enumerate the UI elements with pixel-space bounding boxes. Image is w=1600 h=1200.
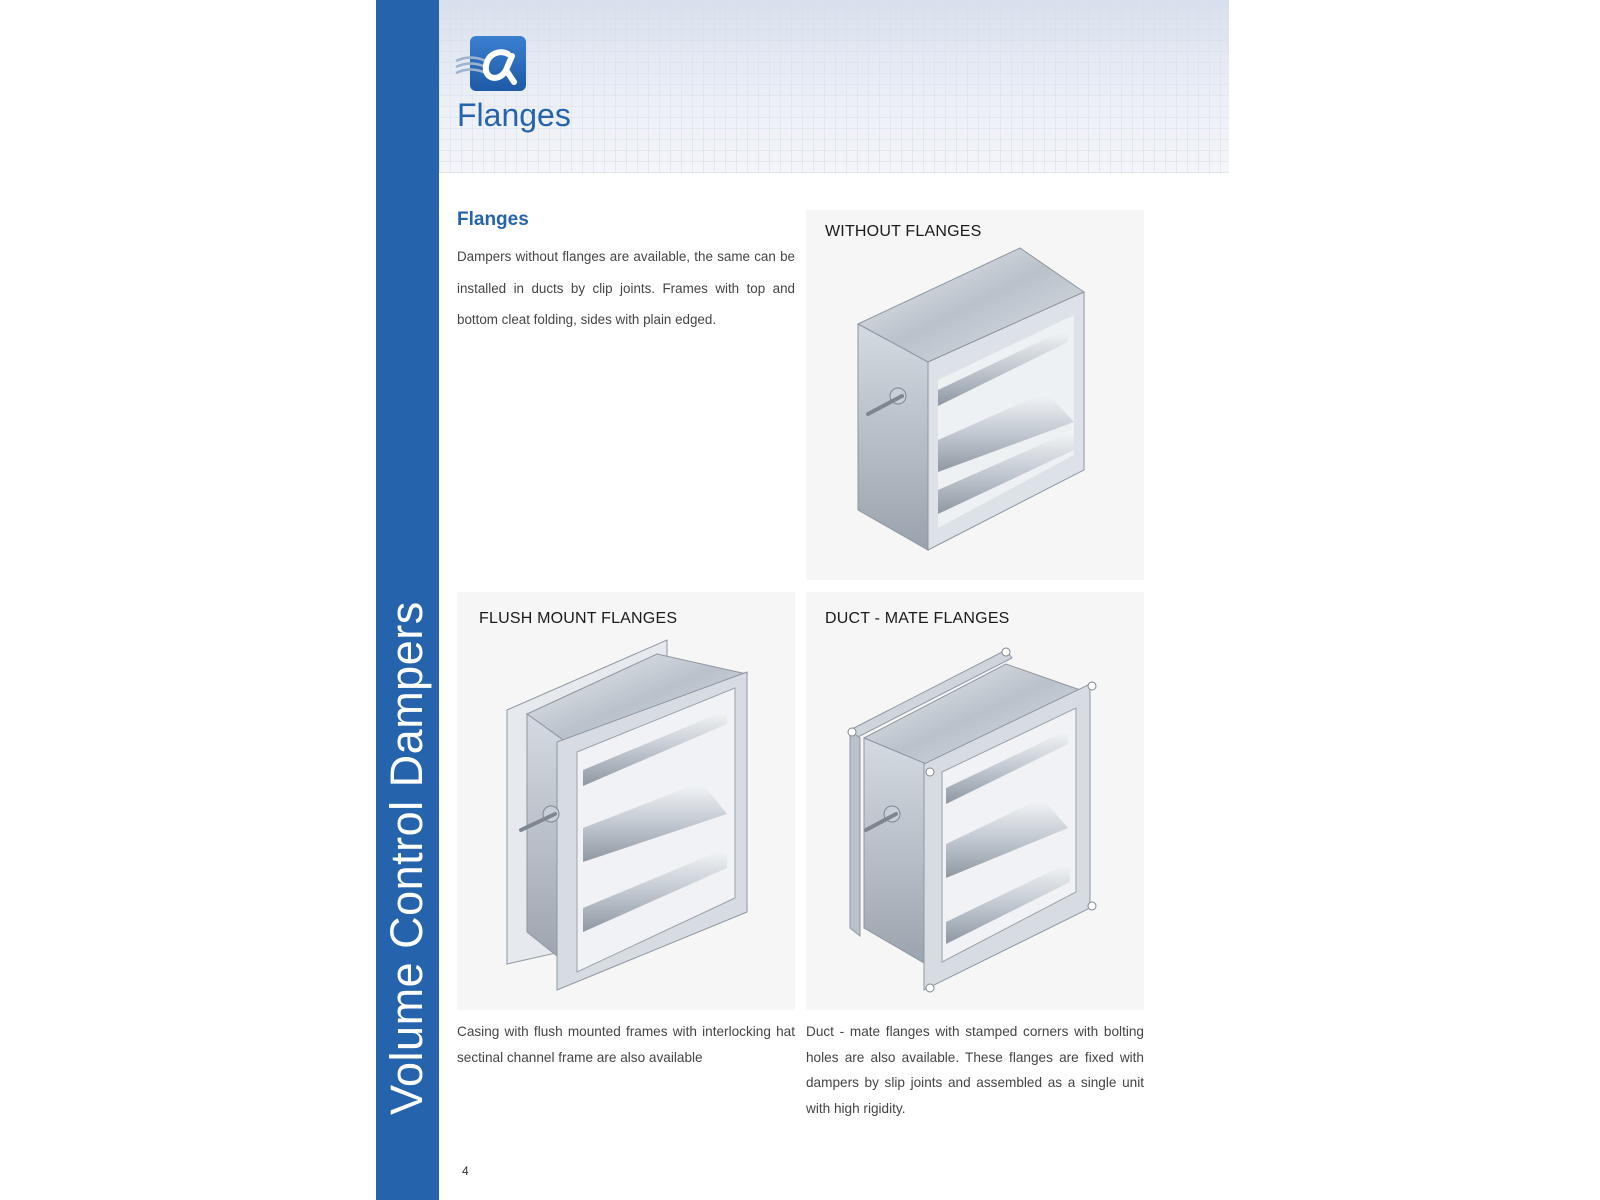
damper-duct-mate-image bbox=[806, 592, 1144, 1010]
damper-flush-mount-image bbox=[457, 592, 795, 1010]
page-title: Flanges bbox=[457, 97, 571, 133]
section-heading: Flanges bbox=[457, 209, 529, 230]
caption-duct-mate: Duct - mate flanges with stamped corners with bolting holes are also available. These flanges are fixed with dampers by slip joints and assembled as a single unit with high rigidity. bbox=[806, 1024, 1144, 1116]
intro-paragraph: Dampers without flanges are available, the same can be installed in ducts by clip joints. Frames with top and bottom cleat folding, sides with plain edged. bbox=[457, 249, 795, 327]
damper-without-flanges-image bbox=[806, 210, 1144, 580]
panel-label-flush-mount: FLUSH MOUNT FLANGES bbox=[479, 610, 678, 627]
alpha-logo-icon bbox=[456, 36, 529, 92]
header-banner bbox=[439, 0, 1229, 173]
panel-label-duct-mate: DUCT - MATE FLANGES bbox=[825, 610, 1010, 627]
caption-flush-mount: Casing with flush mounted frames with interlocking hat sectinal channel frame are also available bbox=[457, 1024, 795, 1065]
page-number: 4 bbox=[462, 1164, 469, 1178]
side-title: Volume Control Dampers bbox=[381, 601, 432, 1115]
panel-label-without-flanges: WITHOUT FLANGES bbox=[825, 223, 982, 240]
